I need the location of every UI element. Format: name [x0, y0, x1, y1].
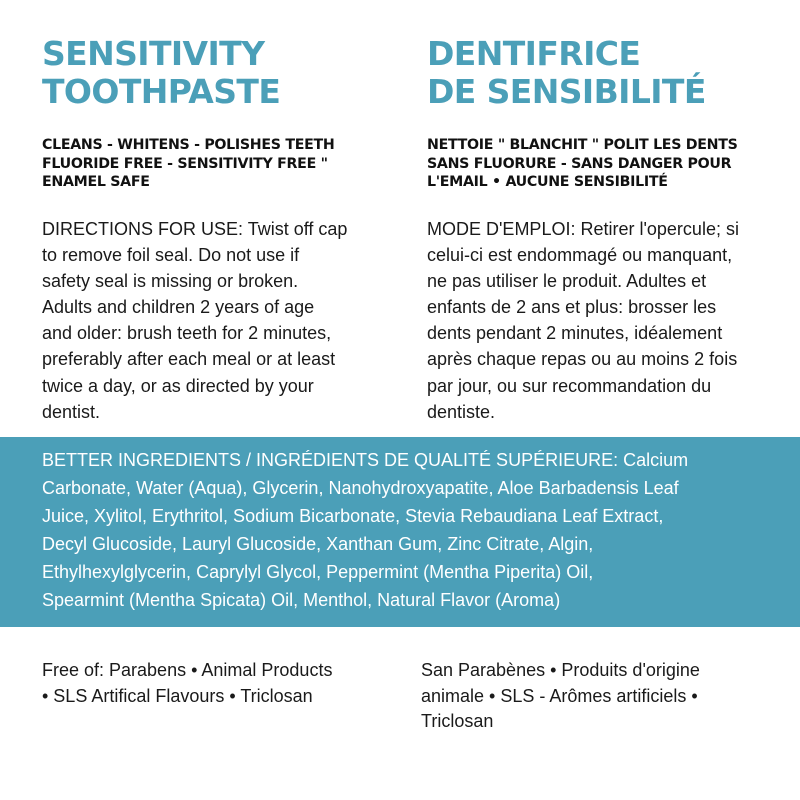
french-directions-line: dents pendant 2 minutes, idéalement	[427, 323, 723, 344]
english-directions-line: preferably after each meal or at least	[42, 349, 336, 370]
ingredients-line: Spearmint (Mentha Spicata) Oil, Menthol, Natural Flavor (Aroma)	[42, 590, 561, 611]
french-claims-line: NETTOIE " BLANCHIT " POLIT LES DENTS	[427, 137, 738, 153]
french-directions-line: enfants de 2 ans et plus: brosser les	[427, 297, 717, 318]
french-free-of-line: Triclosan	[421, 711, 494, 731]
french-directions	[427, 216, 739, 425]
english-title-line: TOOTHPASTE	[42, 72, 281, 111]
french-directions-line: celui-ci est endommagé ou manquant,	[427, 245, 733, 266]
french-claims-line: SANS FLUORURE - SANS DANGER POUR	[427, 155, 732, 172]
english-directions-line: safety seal is missing or broken.	[42, 271, 299, 292]
french-free-of-line: animale • SLS - Arômes artificiels •	[421, 685, 698, 706]
english-directions-line: to remove foil seal. Do not use if	[42, 245, 300, 266]
english-title-line: SENSITIVITY	[42, 34, 265, 73]
english-free-of	[42, 658, 332, 709]
english-claims-line: CLEANS - WHITENS - POLISHES TEETH	[42, 137, 335, 153]
french-claims	[427, 136, 738, 192]
english-directions-line: DIRECTIONS FOR USE: Twist off cap	[42, 219, 348, 239]
english-directions-line: dentist.	[42, 401, 101, 422]
french-title-line: DE SENSIBILITÉ	[427, 72, 706, 111]
english-claims	[42, 136, 334, 192]
french-directions-line: par jour, ou sur recommandation du	[427, 375, 712, 396]
french-free-of	[421, 658, 700, 735]
english-title	[42, 35, 280, 111]
ingredients-line: Juice, Xylitol, Erythritol, Sodium Bicarbonate, Stevia Rebaudiana Leaf Extract,	[42, 506, 664, 527]
ingredients-line: BETTER INGREDIENTS / INGRÉDIENTS DE QUALITÉ SUPÉRIEURE: Calcium	[42, 450, 689, 470]
ingredients-line: Decyl Glucoside, Lauryl Glucoside, Xanthan Gum, Zinc Citrate, Algin,	[42, 534, 594, 555]
french-directions-line: dentiste.	[427, 401, 496, 422]
ingredients-line: Carbonate, Water (Aqua), Glycerin, Nanohydroxyapatite, Aloe Barbadensis Leaf	[42, 478, 679, 499]
french-directions-line: après chaque repas ou au moins 2 fois	[427, 349, 738, 370]
english-directions-line: twice a day, or as directed by your	[42, 375, 314, 396]
english-directions-line: and older: brush teeth for 2 minutes,	[42, 323, 332, 344]
french-claims-line: L'EMAIL • AUCUNE SENSIBILITÉ	[427, 174, 668, 190]
english-free-of-line: Free of: Parabens • Animal Products	[42, 660, 333, 680]
english-directions-line: Adults and children 2 years of age	[42, 297, 315, 318]
french-title-line: DENTIFRICE	[427, 34, 641, 73]
french-title	[427, 35, 706, 111]
french-directions-line: MODE D'EMPLOI: Retirer l'opercule; si	[427, 219, 739, 239]
english-directions	[42, 216, 347, 425]
french-free-of-line: San Parabènes • Produits d'origine	[421, 660, 700, 680]
ingredients-line: Ethylhexylglycerin, Caprylyl Glycol, Peppermint (Mentha Piperita) Oil,	[42, 562, 594, 583]
french-directions-line: ne pas utiliser le produit. Adultes et	[427, 271, 707, 292]
english-claims-line: FLUORIDE FREE - SENSITIVITY FREE "	[42, 155, 328, 172]
english-claims-line: ENAMEL SAFE	[42, 174, 150, 190]
ingredients-text	[42, 446, 688, 615]
english-free-of-line: • SLS Artifical Flavours • Triclosan	[42, 685, 313, 706]
